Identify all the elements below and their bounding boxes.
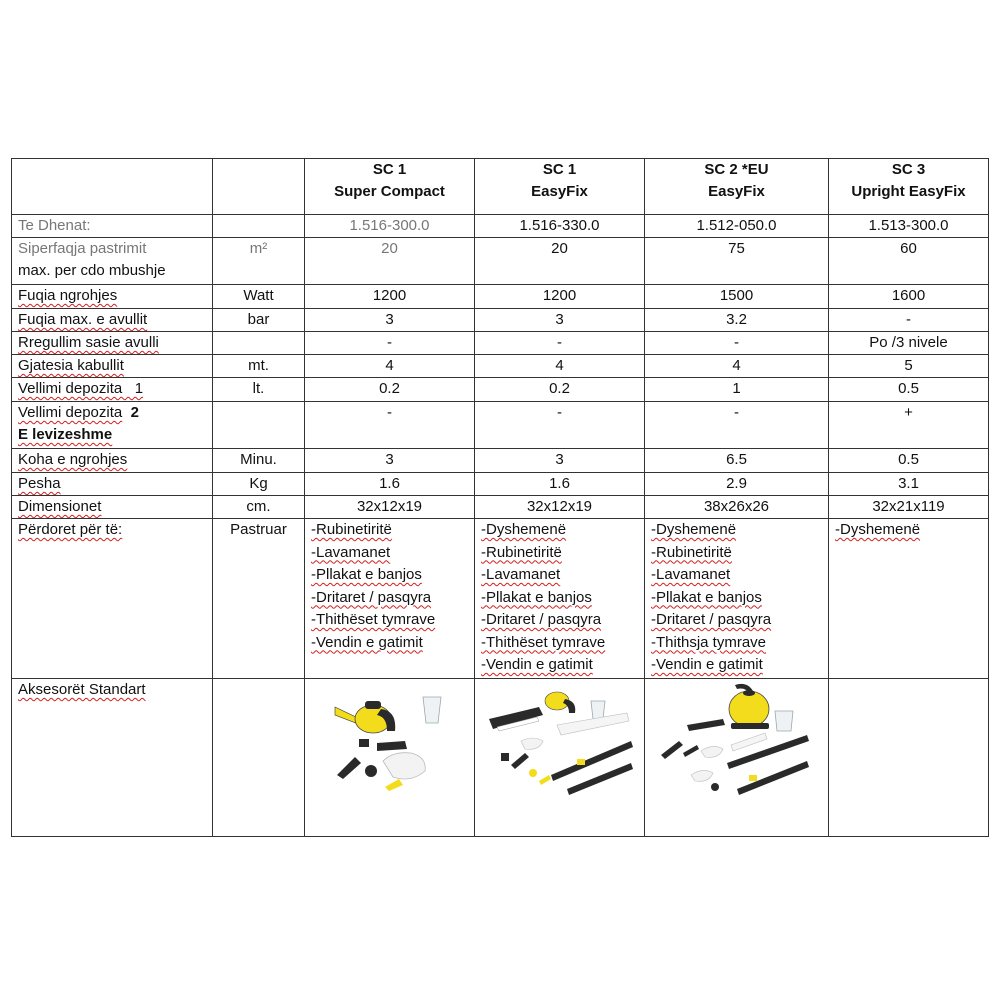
steam-cleaner-easyfix-image — [481, 679, 641, 799]
model-header-2: SC 1 EasyFix — [475, 159, 645, 215]
list-item: -Dritaret / pasqyra — [651, 611, 772, 628]
code-unit-cell — [213, 215, 305, 238]
weight-value-4: 3.1 — [829, 473, 989, 496]
regulation-row — [12, 332, 989, 355]
header-row — [12, 159, 989, 215]
pressure-label-cell — [12, 309, 213, 332]
dimensions-row — [12, 496, 989, 519]
model-code-3: 1.512-050.0 — [645, 215, 829, 238]
spec-table — [11, 158, 989, 837]
cable-value-4: 5 — [829, 355, 989, 378]
cable-row — [12, 355, 989, 378]
tank2-value-3: - — [645, 402, 829, 449]
cable-value-3: 4 — [645, 355, 829, 378]
area-value-1: 20 — [305, 238, 475, 285]
dimensions-value-1: 32x12x19 — [305, 496, 475, 519]
cable-label: Gjatesia kabullit — [18, 357, 124, 374]
heat-time-label-cell — [12, 449, 213, 473]
list-item: -Rubinetiritë — [651, 543, 732, 561]
power-value-2: 1200 — [475, 285, 645, 309]
pressure-value-2: 3 — [475, 309, 645, 332]
tank2-label: Vellimi depozita 2 E levizeshme — [12, 402, 213, 449]
tank2-value-2: - — [475, 402, 645, 449]
tank1-value-1: 0.2 — [305, 378, 475, 402]
tank2-value-1: - — [305, 402, 475, 449]
list-item: -Pllakat e banjos — [311, 566, 422, 583]
power-unit: Watt — [213, 285, 305, 309]
weight-value-1: 1.6 — [305, 473, 475, 496]
list-item: -Pllakat e banjos — [481, 588, 592, 606]
dimensions-label: Dimensionet — [18, 498, 102, 515]
power-value-1: 1200 — [305, 285, 475, 309]
regulation-value-2: - — [475, 332, 645, 355]
area-unit: m² — [213, 238, 305, 285]
uses-list-2 — [475, 519, 645, 679]
heat-time-label: Koha e ngrohjes — [18, 451, 128, 468]
tank1-value-3: 1 — [645, 378, 829, 402]
accessories-image-1 — [305, 679, 475, 837]
tank1-row — [12, 378, 989, 402]
regulation-label: Rregullim sasie avulli — [18, 334, 159, 351]
weight-row — [12, 473, 989, 496]
accessories-image-2 — [475, 679, 645, 837]
regulation-label-cell — [12, 332, 213, 355]
weight-value-2: 1.6 — [475, 473, 645, 496]
pressure-label: Fuqia max. e avullit — [18, 311, 148, 328]
power-label-cell — [12, 285, 213, 309]
tank2-value-4: + — [829, 402, 989, 449]
accessories-label: Aksesorët Standart — [18, 681, 146, 698]
area-row — [12, 238, 989, 285]
power-value-4: 1600 — [829, 285, 989, 309]
list-item: -Rubinetiritë — [481, 543, 562, 561]
power-value-3: 1500 — [645, 285, 829, 309]
list-item: -Vendin e gatimit — [311, 633, 423, 651]
power-label: Fuqia ngrohjes — [18, 287, 118, 304]
list-item: -Lavamanet — [311, 543, 391, 561]
tank1-label: Vellimi depozita 1 — [18, 380, 144, 397]
data-label: Te Dhenat: — [12, 215, 213, 238]
uses-list-4 — [829, 519, 989, 679]
cable-value-2: 4 — [475, 355, 645, 378]
dimensions-value-3: 38x26x26 — [645, 496, 829, 519]
uses-label: Përdoret për të: — [18, 521, 123, 538]
tank1-value-4: 0.5 — [829, 378, 989, 402]
header-empty-cell — [12, 159, 213, 215]
list-item: -Lavamanet — [651, 566, 731, 583]
dimensions-value-2: 32x12x19 — [475, 496, 645, 519]
list-item: -Thithëset tymrave — [481, 633, 606, 651]
heat-time-value-3: 6.5 — [645, 449, 829, 473]
heat-time-value-2: 3 — [475, 449, 645, 473]
tank2-row — [12, 402, 989, 449]
pressure-value-4: - — [829, 309, 989, 332]
weight-label-cell — [12, 473, 213, 496]
accessories-label-cell — [12, 679, 213, 837]
dimensions-value-4: 32x21x119 — [829, 496, 989, 519]
cable-label-cell — [12, 355, 213, 378]
heat-time-value-4: 0.5 — [829, 449, 989, 473]
list-item: -Lavamanet — [481, 566, 561, 583]
heat-time-unit: Minu. — [213, 449, 305, 473]
area-label: Siperfaqja pastrimit max. per cdo mbushje — [12, 238, 213, 285]
cable-value-1: 4 — [305, 355, 475, 378]
steam-cleaner-handheld-image — [315, 679, 465, 799]
uses-list-1 — [305, 519, 475, 679]
regulation-value-4: Po /3 nivele — [829, 332, 989, 355]
area-value-4: 60 — [829, 238, 989, 285]
area-value-3: 75 — [645, 238, 829, 285]
heat-time-row — [12, 449, 989, 473]
tank1-value-2: 0.2 — [475, 378, 645, 402]
list-item: -Thithëset tymrave — [311, 611, 436, 628]
tank1-label-cell — [12, 378, 213, 402]
heat-time-value-1: 3 — [305, 449, 475, 473]
dimensions-unit: cm. — [213, 496, 305, 519]
regulation-unit — [213, 332, 305, 355]
list-item: -Vendin e gatimit — [651, 656, 763, 673]
header-unit-cell — [213, 159, 305, 215]
tank1-unit: lt. — [213, 378, 305, 402]
pressure-value-1: 3 — [305, 309, 475, 332]
tank2-unit — [213, 402, 305, 449]
steam-cleaner-sc2-image — [657, 679, 817, 799]
cable-unit: mt. — [213, 355, 305, 378]
model-code-2: 1.516-330.0 — [475, 215, 645, 238]
weight-label: Pesha — [18, 475, 61, 492]
model-header-1: SC 1 Super Compact — [305, 159, 475, 215]
list-item: -Dyshemenë — [835, 521, 921, 538]
weight-unit: Kg — [213, 473, 305, 496]
uses-label-cell — [12, 519, 213, 679]
list-item: -Dritaret / pasqyra — [311, 588, 432, 606]
regulation-value-3: - — [645, 332, 829, 355]
regulation-value-1: - — [305, 332, 475, 355]
accessories-row — [12, 679, 989, 837]
pressure-row — [12, 309, 989, 332]
uses-list-3 — [645, 519, 829, 679]
list-item: -Pllakat e banjos — [651, 588, 762, 606]
uses-row — [12, 519, 989, 679]
pressure-value-3: 3.2 — [645, 309, 829, 332]
pressure-unit: bar — [213, 309, 305, 332]
list-item: -Dyshemenë — [481, 521, 567, 538]
model-header-3: SC 2 *EU EasyFix — [645, 159, 829, 215]
code-row — [12, 215, 989, 238]
list-item: -Dritaret / pasqyra — [481, 611, 602, 628]
area-value-2: 20 — [475, 238, 645, 285]
weight-value-3: 2.9 — [645, 473, 829, 496]
list-item: -Rubinetiritë — [311, 521, 392, 538]
list-item: -Dyshemenë — [651, 521, 737, 538]
model-code-1: 1.516-300.0 — [305, 215, 475, 238]
accessories-unit-cell — [213, 679, 305, 837]
accessories-empty-cell — [829, 679, 989, 837]
accessories-image-3 — [645, 679, 829, 837]
model-code-4: 1.513-300.0 — [829, 215, 989, 238]
list-item: -Vendin e gatimit — [481, 656, 593, 673]
power-row — [12, 285, 989, 309]
uses-unit: Pastruar — [213, 519, 305, 679]
model-header-4: SC 3 Upright EasyFix — [829, 159, 989, 215]
list-item: -Thithsja tymrave — [651, 633, 767, 651]
dimensions-label-cell — [12, 496, 213, 519]
